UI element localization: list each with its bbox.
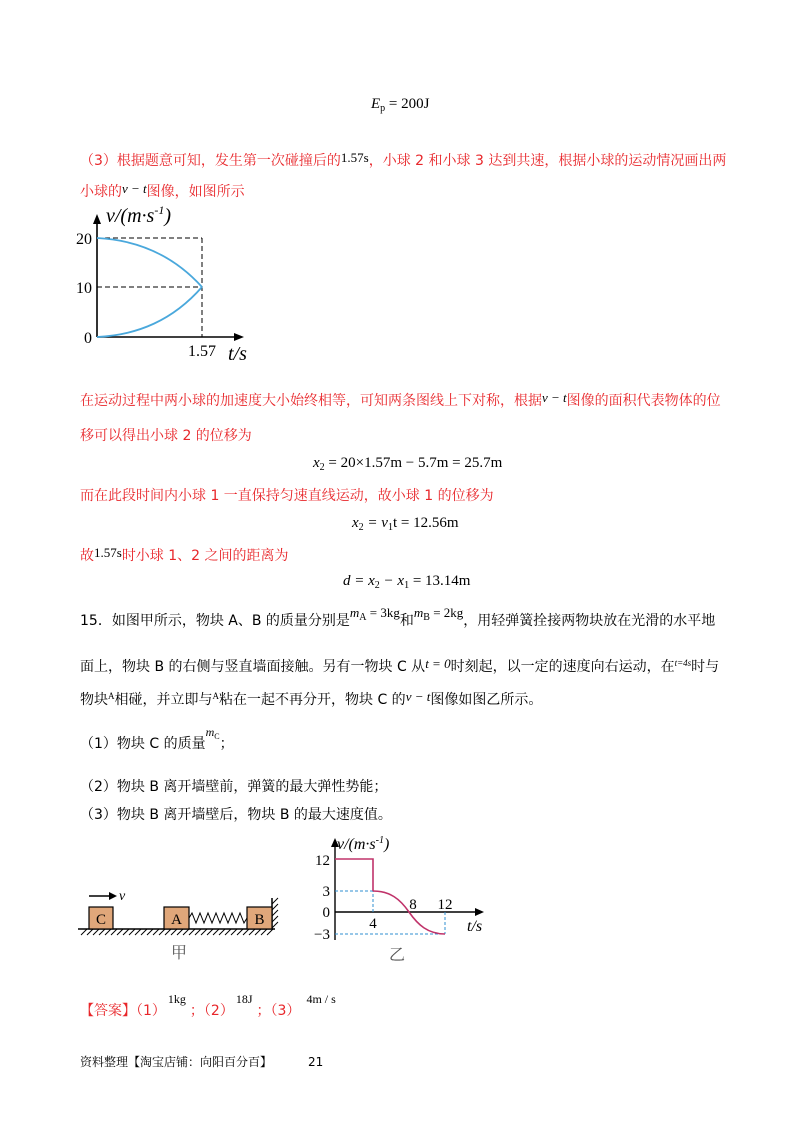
para-a-line1 — [80, 390, 721, 410]
q15-sub3: （3）物块 B 离开墙壁后，物块 B 的最大速度值。 — [80, 807, 392, 823]
q15-text7: 相碰，并立即与 — [114, 692, 213, 708]
graph1-y-arrow — [93, 214, 101, 224]
x2-symbol: x — [313, 455, 320, 471]
vt-graph-two-balls — [78, 200, 268, 365]
q15-text1: 15．如图甲所示，物块 A、B 的质量分别是 — [80, 613, 350, 629]
yi-xtick-12: 12 — [437, 897, 453, 913]
graph1-xtick-157: 1.57 — [188, 343, 216, 360]
yi-xtick-4: 4 — [369, 916, 377, 932]
mB-symbol: m — [413, 605, 424, 620]
para-c-text1: 故 — [80, 548, 94, 564]
yi-curve-segment-12 — [335, 859, 373, 891]
q15-line3 — [80, 689, 542, 709]
answer-value1: 1kg — [167, 992, 186, 1006]
para-a-vt: v − t — [542, 390, 567, 405]
q15-A2: A — [212, 691, 219, 701]
yi-ytick-3: 3 — [322, 884, 330, 900]
x2b-v: = v — [363, 515, 388, 531]
yi-xtick-8: 8 — [409, 897, 417, 913]
equation-x2-v1t — [352, 515, 459, 533]
answer-part3: （3） — [270, 1003, 301, 1019]
part3-text-b: ，小球 2 和小球 3 达到共速，根据小球的运动情况画出两 — [368, 153, 727, 169]
q15-vt: v − t — [405, 689, 431, 704]
d-sub1: 2 — [374, 580, 380, 591]
yi-ylabel: $v/(m\cdot s^{-1})$ — [337, 835, 390, 853]
q15-line2 — [80, 656, 719, 676]
graph1-ytick-20: 20 — [76, 231, 92, 248]
jia-caption: 甲 — [170, 945, 188, 962]
answer-line — [80, 992, 336, 1020]
q15-text9: 图像如图乙所示。 — [430, 692, 543, 708]
answer-sep2: ； — [256, 1003, 271, 1019]
q15-mB — [413, 605, 464, 623]
graph1-ytick-0: 0 — [84, 330, 92, 347]
para-a-line2: 移可以得出小球 2 的位移为 — [80, 428, 252, 444]
part3-time: 1.57s — [340, 150, 369, 165]
q15-mC — [206, 725, 220, 739]
mC-symbol: m — [205, 725, 215, 739]
answer-part2: （2） — [203, 1003, 234, 1019]
mB-subscript: B — [423, 612, 430, 623]
q15-t4: t=4s — [674, 658, 692, 668]
part3-text-c: 小球的 — [80, 184, 122, 200]
para-c-time: 1.57s — [94, 545, 122, 560]
equation-ep — [371, 96, 429, 114]
x2-value: = 20×1.57m − 5.7m = 25.7m — [324, 455, 503, 471]
jia-wall-hatch — [272, 898, 278, 928]
d-sub2: 1 — [404, 580, 410, 591]
para-c-text2: 时小球 1、2 之间的距离为 — [121, 548, 289, 564]
block-A-label: A — [171, 912, 182, 928]
q15-A: A — [108, 691, 115, 701]
x2b-v-subscript: 1 — [387, 522, 393, 533]
mC-subscript: C — [214, 732, 220, 741]
q15-sub1-end: ； — [219, 736, 234, 752]
ep-subscript: p — [380, 103, 386, 114]
ep-symbol: E — [371, 96, 381, 112]
answer-value2: 18J — [235, 992, 253, 1006]
d-mid: − x — [379, 573, 405, 589]
q15-text8: 粘在一起不再分开，物块 C 的 — [219, 692, 406, 708]
jia-v-label: v — [119, 889, 126, 904]
yi-ytick-0: 0 — [322, 905, 330, 921]
q15-text5: 时与 — [691, 659, 720, 675]
q15-sub2: （2）物块 B 离开墙壁前，弹簧的最大弹性势能； — [80, 779, 388, 795]
block-C-label: C — [95, 912, 107, 928]
equation-d — [343, 573, 470, 591]
mA-subscript: A — [359, 612, 367, 623]
jia-ground-hatch — [81, 929, 273, 935]
graph1-ytick-10: 10 — [76, 280, 92, 297]
q15-text4: 时刻起，以一定的速度向右运动，在 — [450, 659, 675, 675]
q15-line1 — [80, 605, 716, 631]
d-value: = 13.14m — [409, 573, 471, 589]
yi-xlabel: t/s — [467, 918, 483, 935]
mB-value: = 2kg — [429, 605, 464, 620]
mA-value: = 3kg — [366, 605, 400, 620]
footer — [80, 1053, 323, 1070]
mA-symbol: m — [349, 605, 360, 620]
part3-text-d: 图像，如图所示 — [146, 184, 245, 200]
figure-yi-vt-graph — [305, 825, 500, 970]
yi-x-arrow — [475, 908, 484, 916]
graph1-xlabel: t/s — [228, 343, 247, 365]
graph1-x-arrow — [234, 333, 244, 341]
graph1-curve-ball3 — [97, 287, 202, 337]
graph1-ylabel: $v/(m\cdot s^{-1})$ — [106, 203, 171, 227]
part3-line2 — [80, 181, 245, 201]
answer-value3: 4m / s — [306, 992, 336, 1006]
graph1-curve-ball2 — [97, 238, 202, 287]
yi-ytick-neg3: −3 — [314, 927, 330, 943]
answer-label: 【答案】 — [80, 1003, 136, 1019]
q15-text3: 面上，物块 B 的右侧与竖直墙面接触。另有一物块 C 从 — [80, 659, 426, 675]
q15-sub1 — [80, 725, 234, 753]
spring — [189, 913, 247, 923]
figure-jia — [75, 880, 285, 965]
yi-caption: 乙 — [388, 947, 406, 964]
block-B-label: B — [254, 912, 265, 928]
equation-x2 — [313, 455, 502, 473]
ep-value: = 200J — [385, 96, 430, 112]
footer-source: 资料整理【淘宝店铺：向阳百分百】 — [80, 1055, 273, 1069]
para-a-text1: 在运动过程中两小球的加速度大小始终相等，可知两条图线上下对称，根据 — [80, 393, 542, 409]
x2b-symbol: x — [352, 515, 359, 531]
answer-part1: （1） — [136, 1003, 166, 1019]
para-a-text2: 图像的面积代表物体的位 — [566, 393, 721, 409]
q15-text2: ，用轻弹簧拴接两物块放在光滑的水平地 — [463, 613, 716, 629]
answer-sep1: ； — [189, 1003, 204, 1019]
q15-t0: t = 0 — [425, 656, 451, 671]
q15-sub1-text: （1）物块 C 的质量 — [80, 736, 206, 752]
q15-and: 和 — [399, 613, 414, 629]
q15-text6: 物块 — [80, 692, 108, 708]
part3-vt: v − t — [122, 181, 147, 196]
para-b: 而在此段时间内小球 1 一直保持匀速直线运动，故小球 1 的位移为 — [80, 488, 494, 504]
x2b-subscript: 2 — [358, 522, 364, 533]
jia-arrow-head — [109, 892, 117, 900]
yi-ytick-12: 12 — [315, 853, 330, 869]
part3-text-a: （3）根据题意可知，发生第一次碰撞后的 — [80, 153, 341, 169]
para-c — [80, 545, 289, 565]
part3-line1 — [80, 150, 726, 170]
page-number: 21 — [308, 1055, 324, 1069]
d-lhs: d = x — [343, 573, 375, 589]
q15-mA — [349, 605, 400, 623]
x2b-value: t = 12.56m — [392, 515, 459, 531]
x2-subscript: 2 — [319, 462, 325, 473]
